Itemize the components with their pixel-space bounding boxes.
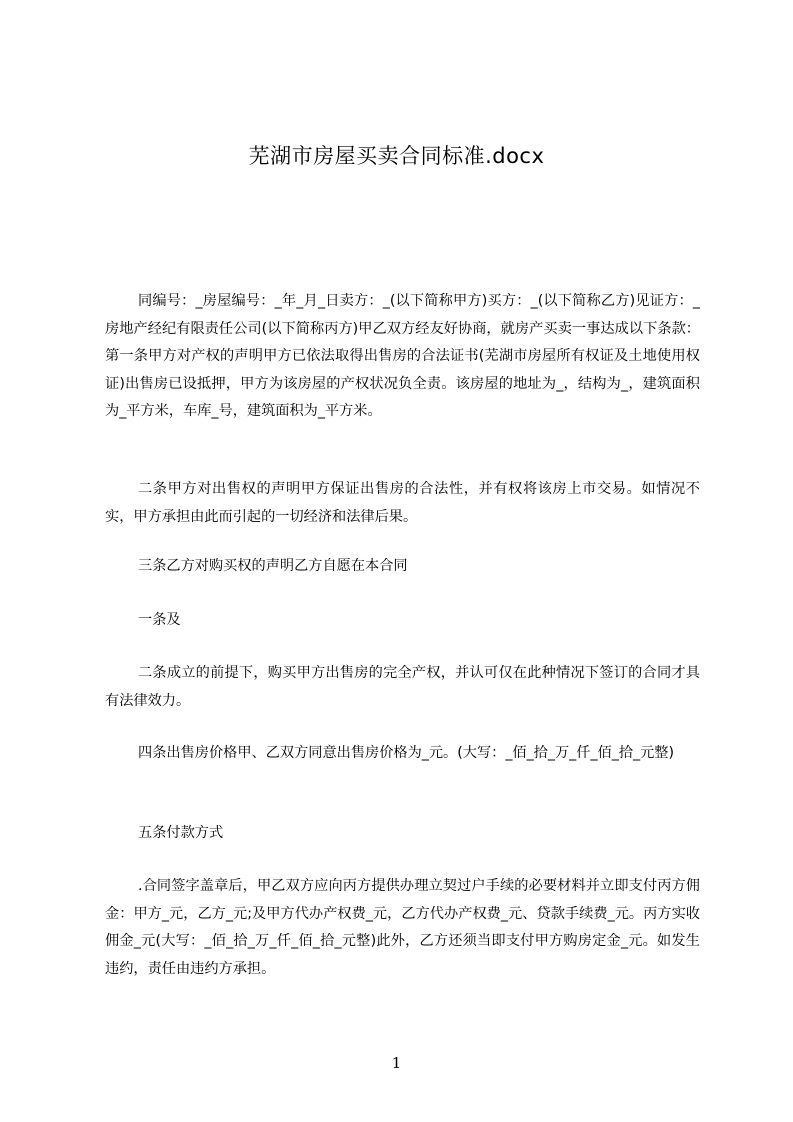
paragraph-article-two: 二条甲方对出售权的声明甲方保证出售房的合法性，并有权将该房上市交易。如情况不实，甲方承担由此而引起的一切经济和法律后果。 [105,481,700,525]
paragraph-article-four-price: 四条出售房价格甲、乙双方同意出售房价格为_元。(大写：_佰_拾_万_仟_佰_拾_元整) [138,745,675,761]
paragraph-article-one-ref: 一条及 [138,612,181,628]
paragraph-payment-terms: .合同签字盖章后，甲乙双方应向丙方提供办理立契过户手续的必要材料并立即支付丙方佣金：甲方_元，乙方_元;及甲方代办产权费_元，乙方代办产权费_元、贷款手续费_元。丙方实收佣金_元(大写：_佰_拾_万_仟_佰_拾_元整)此外，乙方还须当即支付甲方购房定金_元。如发生违约，责任由违约方承担。 [105,878,700,977]
paragraph-article-two-condition: 二条成立的前提下，购买甲方出售房的完全产权，并认可仅在此种情况下签订的合同才具有法律效力。 [105,665,700,709]
paragraph-article-three: 三条乙方对购买权的声明乙方自愿在本合同 [138,558,408,574]
document-title: 芜湖市房屋买卖合同标准.docx [248,144,545,168]
paragraph-article-five-heading: 五条付款方式 [138,825,224,841]
paragraph-parties-and-article-one: 同编号：_房屋编号：_年_月_日卖方：_(以下简称甲方)买方：_(以下简称乙方)见证方：_房地产经纪有限责任公司(以下简称丙方)甲乙双方经友好协商，就房产买卖一事达成以下条款：第一条甲方对产权的声明甲方已依法取得出售房的合法证书(芜湖市房屋所有权证及土地使用权证)出售房已设抵押，甲方为该房屋的产权状况负全责。该房屋的地址为_，结构为_，建筑面积为_平方米，车库_号，建筑面积为_平方米。 [105,293,700,419]
page-number: 1 [391,1054,402,1072]
